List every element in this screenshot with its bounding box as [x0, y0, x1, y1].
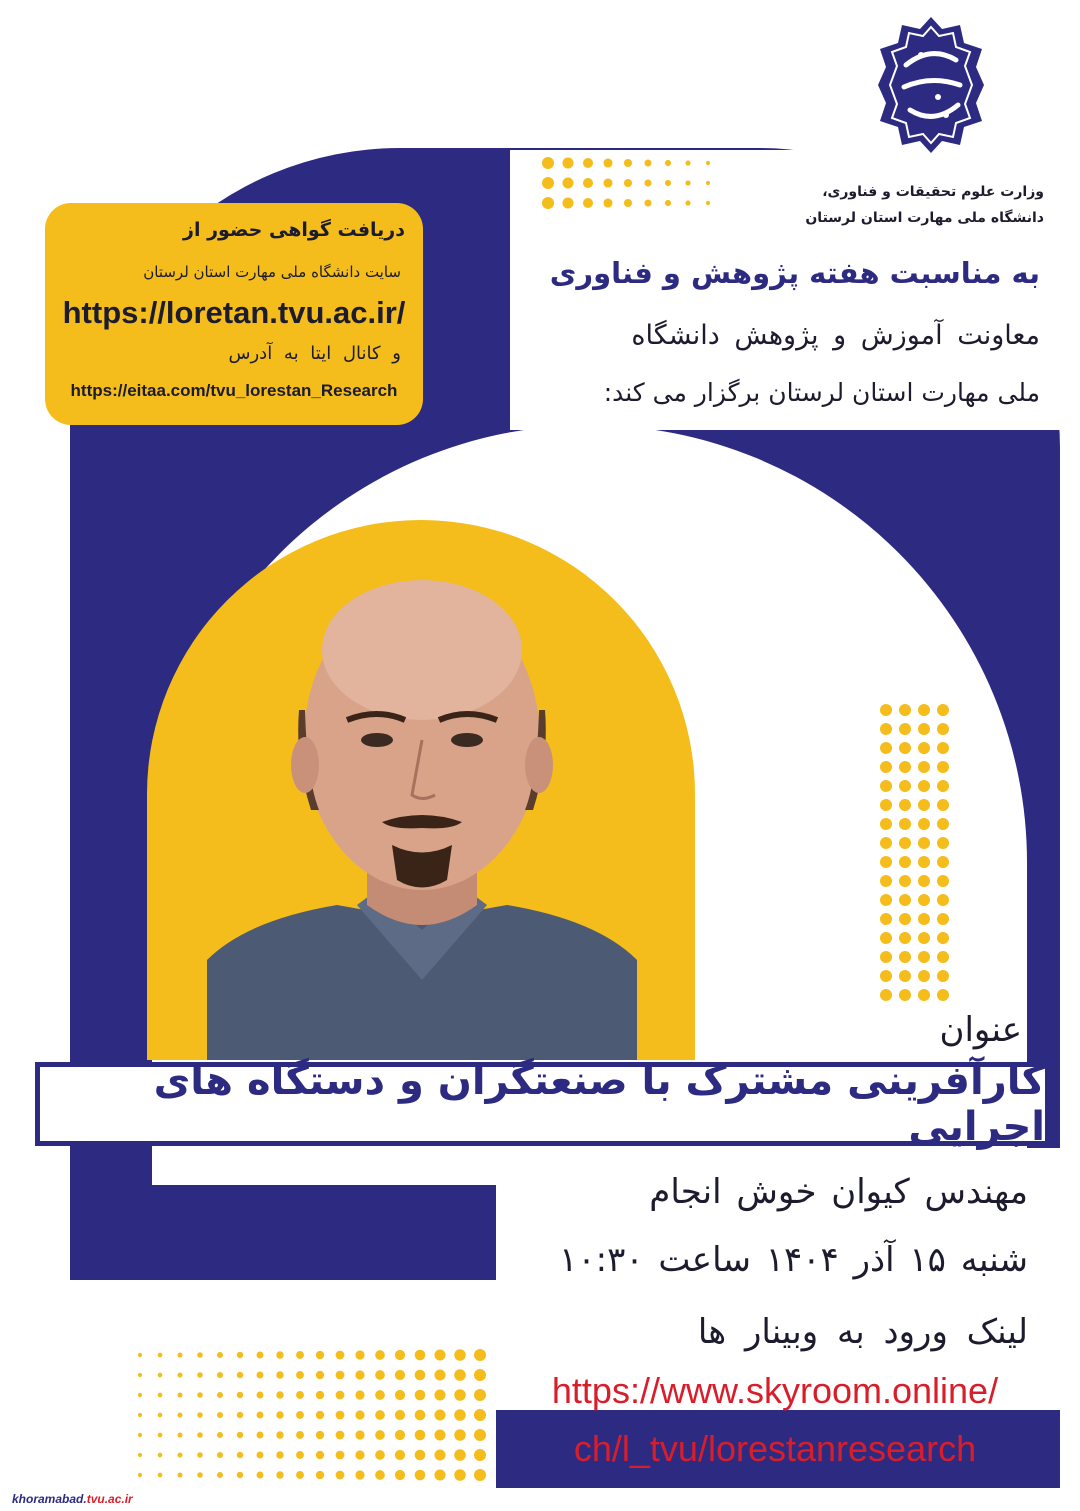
decorative-dot: [276, 1431, 283, 1438]
decorative-dot: [562, 157, 573, 168]
decorative-dot: [316, 1411, 324, 1419]
decorative-dot: [583, 158, 593, 168]
decorative-dot: [375, 1450, 385, 1460]
decorative-dot: [395, 1430, 405, 1440]
decorative-dot: [395, 1350, 405, 1360]
decorative-dot: [177, 1452, 182, 1457]
decorative-dot: [918, 799, 930, 811]
decorative-dot: [336, 1471, 345, 1480]
certificate-info-box: [45, 203, 423, 425]
decorative-dot: [355, 1430, 364, 1439]
decorative-dot: [296, 1351, 304, 1359]
decorative-dot: [415, 1390, 426, 1401]
decorative-dot: [138, 1373, 142, 1377]
decorative-dot: [177, 1472, 182, 1477]
decorative-dot: [375, 1350, 385, 1360]
decorative-dot: [375, 1410, 385, 1420]
decorative-dot: [138, 1473, 142, 1477]
decorative-dot: [237, 1352, 244, 1359]
decorative-dot: [296, 1391, 304, 1399]
decorative-dot: [197, 1412, 203, 1418]
decorative-dot: [454, 1389, 466, 1401]
watermark-prefix: khoramabad.: [12, 1492, 87, 1506]
decorative-dot: [454, 1449, 466, 1461]
decorative-dot: [415, 1410, 426, 1421]
decorative-dot: [217, 1432, 223, 1438]
decorative-dot: [937, 932, 949, 944]
decorative-dot: [918, 856, 930, 868]
ministry-line2: دانشگاه ملی مهارت استان لرستان: [805, 210, 1044, 226]
decorative-dot: [918, 913, 930, 925]
site-watermark: [8, 1492, 137, 1506]
decorative-dot: [937, 875, 949, 887]
decorative-dot: [880, 989, 892, 1001]
decorative-dot: [937, 818, 949, 830]
decorative-dot: [158, 1393, 163, 1398]
decorative-dot: [685, 200, 690, 205]
decorative-dot: [237, 1432, 244, 1439]
decorative-dot: [603, 178, 612, 187]
decorative-dot: [880, 856, 892, 868]
decorative-dot: [454, 1369, 466, 1381]
decorative-dot: [918, 951, 930, 963]
webinar-link-line2[interactable]: ch/l_tvu/lorestanresearch: [573, 1428, 977, 1469]
decorative-dot: [237, 1412, 244, 1419]
decorative-dot: [375, 1470, 385, 1480]
decorative-dot: [276, 1371, 283, 1378]
decorative-dot: [276, 1351, 283, 1358]
decorative-dot: [937, 894, 949, 906]
decorative-dot: [624, 199, 632, 207]
decorative-dot: [474, 1369, 486, 1381]
decorative-dot: [158, 1373, 163, 1378]
decorative-dot: [434, 1409, 445, 1420]
ministry-line1: وزارت علوم تحقیقات و فناوری،: [822, 184, 1044, 200]
decorative-dot: [197, 1392, 203, 1398]
decorative-dot: [217, 1412, 223, 1418]
decorative-dot: [937, 704, 949, 716]
decorative-dot: [158, 1453, 163, 1458]
decorative-dot: [706, 201, 710, 205]
decorative-dot: [918, 970, 930, 982]
decorative-dot: [257, 1392, 264, 1399]
decorative-dot: [880, 970, 892, 982]
decorative-dot: [454, 1349, 466, 1361]
decorative-dot: [257, 1452, 264, 1459]
decorative-dot: [296, 1471, 304, 1479]
decorative-dot: [562, 177, 573, 188]
decorative-dot: [880, 951, 892, 963]
decorative-dot: [395, 1390, 405, 1400]
speaker-name: مهندس کیوان خوش انجام: [649, 1172, 1028, 1212]
decorative-dot: [355, 1390, 364, 1399]
decorative-dot: [899, 875, 911, 887]
decorative-dot: [880, 799, 892, 811]
decorative-dot: [880, 742, 892, 754]
decorative-dot: [542, 157, 554, 169]
university-logo-icon: [876, 15, 986, 155]
decorative-dot: [603, 198, 612, 207]
decorative-dot: [415, 1470, 426, 1481]
decorative-dot: [603, 158, 612, 167]
decorative-dot: [880, 875, 892, 887]
certificate-line2: سایت دانشگاه ملی مهارت استان لرستان: [143, 263, 401, 281]
decorative-dot: [474, 1389, 486, 1401]
decorative-dot: [937, 723, 949, 735]
decorative-dot: [276, 1411, 283, 1418]
event-title-box: [35, 1058, 1050, 1150]
decorative-dot: [276, 1471, 283, 1478]
decorative-dot: [197, 1352, 203, 1358]
decorative-dot: [257, 1472, 264, 1479]
decorative-dot: [899, 799, 911, 811]
decorative-dot: [454, 1469, 466, 1481]
decorative-dot: [217, 1392, 223, 1398]
decorative-dot: [316, 1471, 324, 1479]
decorative-dot: [336, 1411, 345, 1420]
decorative-dot: [880, 780, 892, 792]
organizer-line2: ملی مهارت استان لرستان برگزار می کند:: [603, 378, 1040, 407]
decorative-dot: [316, 1391, 324, 1399]
decorative-dot: [665, 180, 671, 186]
decorative-dot: [296, 1411, 304, 1419]
decorative-dot: [454, 1429, 466, 1441]
decorative-dot: [918, 742, 930, 754]
decorative-dot: [237, 1452, 244, 1459]
decorative-dot: [899, 951, 911, 963]
decorative-dot: [899, 761, 911, 773]
decorative-dot: [880, 704, 892, 716]
decorative-dot: [138, 1393, 142, 1397]
webinar-link-line1[interactable]: https://www.skyroom.online/: [551, 1370, 999, 1411]
decorative-dot: [474, 1349, 486, 1361]
decorative-dot: [177, 1352, 182, 1357]
decorative-dot: [177, 1432, 182, 1437]
decorative-dot: [138, 1413, 142, 1417]
decorative-dot: [918, 761, 930, 773]
decorative-dot: [434, 1349, 445, 1360]
decorative-dot: [644, 159, 651, 166]
decorative-dot: [899, 837, 911, 849]
decorative-dot: [158, 1433, 163, 1438]
decorative-dot: [937, 837, 949, 849]
decorative-dot: [880, 837, 892, 849]
decorative-dot: [562, 197, 573, 208]
decorative-dot: [257, 1412, 264, 1419]
decorative-dot: [899, 894, 911, 906]
decorative-dot: [937, 856, 949, 868]
decorative-dot: [217, 1372, 223, 1378]
decorative-dot: [197, 1472, 203, 1478]
decorative-dot: [316, 1371, 324, 1379]
decorative-dot: [415, 1350, 426, 1361]
decorative-dot: [899, 723, 911, 735]
decorative-dot: [918, 837, 930, 849]
decorative-dot: [685, 180, 690, 185]
decorative-dot: [316, 1431, 324, 1439]
decorative-dot: [434, 1369, 445, 1380]
decorative-dot: [177, 1372, 182, 1377]
decorative-dot: [918, 723, 930, 735]
decorative-dot: [237, 1392, 244, 1399]
decorative-dot: [237, 1472, 244, 1479]
webinar-link-label: لینک ورود به وبینار ها: [697, 1312, 1028, 1352]
decorative-dot: [296, 1451, 304, 1459]
organizer-line1: معاونت آموزش و پژوهش دانشگاه: [631, 320, 1040, 351]
decorative-dot: [624, 159, 632, 167]
decorative-dot: [899, 856, 911, 868]
decorative-dot: [583, 198, 593, 208]
decorative-dot: [138, 1453, 142, 1457]
decorative-dot: [583, 178, 593, 188]
decorative-dot: [355, 1350, 364, 1359]
decorative-dot: [395, 1370, 405, 1380]
decorative-dot: [138, 1433, 142, 1437]
decorative-dot: [217, 1472, 223, 1478]
decorative-dot: [177, 1412, 182, 1417]
decorative-dot: [665, 160, 671, 166]
decorative-dot: [375, 1430, 385, 1440]
decorative-dot: [375, 1370, 385, 1380]
certificate-line1: دریافت گواهی حضور از: [183, 219, 405, 241]
decorative-dot: [474, 1429, 486, 1441]
decorative-dot: [158, 1413, 163, 1418]
decorative-dot: [918, 932, 930, 944]
decorative-dot: [918, 780, 930, 792]
decorative-dot: [937, 989, 949, 1001]
decorative-dot: [434, 1389, 445, 1400]
decorative-dot: [355, 1450, 364, 1459]
decorative-dot: [899, 742, 911, 754]
decorative-dot: [415, 1430, 426, 1441]
title-label: عنوان: [939, 1010, 1022, 1050]
decorative-dot: [937, 742, 949, 754]
decorative-dot: [899, 704, 911, 716]
decorative-dot: [685, 160, 690, 165]
decorative-dot: [257, 1352, 264, 1359]
decorative-dot: [336, 1391, 345, 1400]
decorative-dot: [296, 1431, 304, 1439]
decorative-dot: [395, 1410, 405, 1420]
decorative-dot: [177, 1392, 182, 1397]
decorative-dot: [899, 780, 911, 792]
decorative-dot: [336, 1431, 345, 1440]
decorative-dot: [918, 704, 930, 716]
decorative-dot: [296, 1371, 304, 1379]
decorative-dot: [355, 1410, 364, 1419]
decorative-dot: [415, 1450, 426, 1461]
decorative-dot: [706, 161, 710, 165]
decorative-dot: [918, 989, 930, 1001]
decorative-dot: [316, 1351, 324, 1359]
decorative-dot: [899, 818, 911, 830]
event-title: کارآفرینی مشترک با صنعتگران و دستگاه های اجرایی: [153, 1058, 1045, 1150]
decorative-dot: [644, 199, 651, 206]
decorative-dot: [880, 818, 892, 830]
decorative-dot: [434, 1449, 445, 1460]
decorative-dot: [336, 1451, 345, 1460]
decorative-dot: [937, 799, 949, 811]
decorative-dot: [937, 761, 949, 773]
decorative-dot: [918, 875, 930, 887]
decorative-dot: [880, 913, 892, 925]
eitaa-channel-link[interactable]: https://eitaa.com/tvu_lorestan_Research: [70, 381, 398, 400]
decorative-dot: [375, 1390, 385, 1400]
decorative-dot: [197, 1452, 203, 1458]
decorative-dot: [276, 1391, 283, 1398]
decorative-dot: [880, 723, 892, 735]
decorative-dot: [257, 1372, 264, 1379]
decorative-dot: [158, 1353, 163, 1358]
decorative-dot: [880, 894, 892, 906]
decorative-dot: [899, 989, 911, 1001]
decorative-dot: [474, 1449, 486, 1461]
decorative-dot: [395, 1450, 405, 1460]
decorative-dot: [454, 1409, 466, 1421]
decorative-dot: [197, 1372, 203, 1378]
certificate-line3: و کانال ایتا به آدرس: [228, 343, 401, 364]
decorative-dot: [434, 1429, 445, 1440]
decorative-dot: [355, 1370, 364, 1379]
decorative-dot: [217, 1452, 223, 1458]
decorative-dot: [237, 1372, 244, 1379]
decorative-dot: [138, 1353, 142, 1357]
decorative-dot: [644, 179, 651, 186]
decorative-dot: [706, 181, 710, 185]
decorative-dot: [918, 894, 930, 906]
decorative-dot: [336, 1371, 345, 1380]
decorative-dot: [542, 197, 554, 209]
occasion-heading: به مناسبت هفته پژوهش و فناوری: [549, 256, 1040, 290]
decorative-dot: [197, 1432, 203, 1438]
event-datetime: شنبه ۱۵ آذر ۱۴۰۴ ساعت ۱۰:۳۰: [559, 1240, 1028, 1280]
decorative-dot: [217, 1352, 223, 1358]
decorative-dot: [395, 1470, 405, 1480]
decorative-dot: [937, 970, 949, 982]
decorative-dot: [474, 1469, 486, 1481]
decorative-dot: [624, 179, 632, 187]
decorative-dot: [474, 1409, 486, 1421]
decorative-dot: [937, 780, 949, 792]
decorative-dot: [415, 1370, 426, 1381]
decorative-dot: [257, 1432, 264, 1439]
decorative-dot: [665, 200, 671, 206]
decorative-dot: [899, 970, 911, 982]
decorative-dot: [880, 761, 892, 773]
decorative-dot: [880, 932, 892, 944]
decorative-dot: [542, 177, 554, 189]
decorative-dot: [276, 1451, 283, 1458]
decorative-dot: [434, 1469, 445, 1480]
decorative-dot: [899, 913, 911, 925]
decorative-dot: [937, 913, 949, 925]
decorative-dot: [316, 1451, 324, 1459]
decorative-dot: [355, 1470, 364, 1479]
decorative-dot: [336, 1351, 345, 1360]
watermark-suffix: tvu.ac.ir: [86, 1492, 133, 1506]
decorative-dot: [899, 932, 911, 944]
certificate-site-link[interactable]: https://loretan.tvu.ac.ir/: [62, 295, 406, 330]
decorative-dot: [158, 1473, 163, 1478]
decorative-dot: [918, 818, 930, 830]
speaker-portrait: [207, 560, 637, 1060]
decorative-dot: [937, 951, 949, 963]
speaker-photo-frame: [147, 520, 695, 1060]
